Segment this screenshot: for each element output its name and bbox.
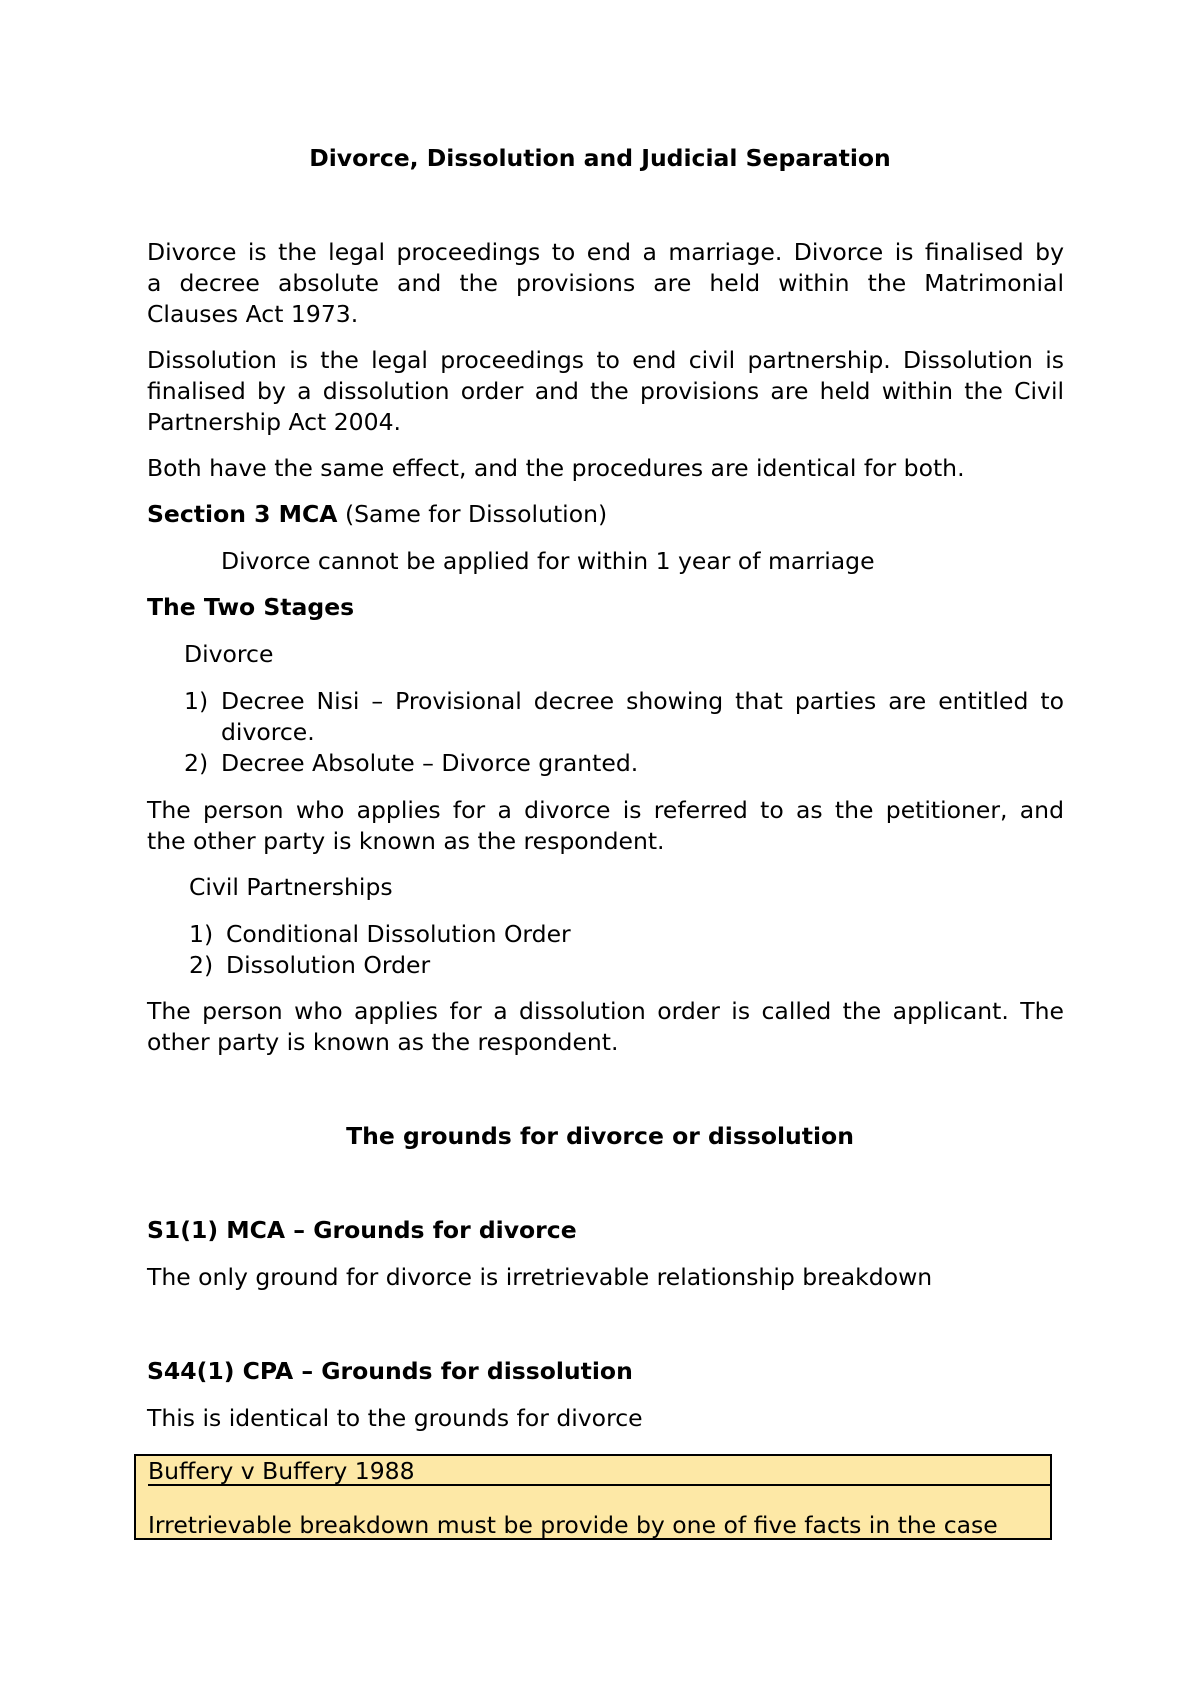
list-item-text: Conditional Dissolution Order bbox=[226, 920, 571, 948]
list-number: 2) bbox=[189, 951, 214, 979]
section3-heading bbox=[147, 499, 1064, 530]
petitioner-line2: the other party is known as the respondent. bbox=[147, 827, 665, 855]
section3-heading-rest: (Same for Dissolution) bbox=[337, 500, 608, 528]
civil-item-1 bbox=[189, 919, 1106, 950]
divorce-item-1-cont: divorce. bbox=[221, 718, 315, 746]
page-title: Divorce, Dissolution and Judicial Separation bbox=[309, 144, 891, 172]
list-number: 2) bbox=[184, 749, 209, 777]
list-item-text: Dissolution Order bbox=[226, 951, 431, 979]
list-number: 1) bbox=[189, 920, 214, 948]
grounds-heading: The grounds for divorce or dissolution bbox=[346, 1122, 854, 1150]
list-item-text: Decree Nisi – Provisional decree showing that parties are entitled to bbox=[221, 687, 1064, 715]
s1-text: The only ground for divorce is irretrievable relationship breakdown bbox=[147, 1263, 933, 1291]
list-number: 1) bbox=[184, 687, 209, 715]
divorce-item-2 bbox=[184, 748, 1101, 779]
applicant-line1: The person who applies for a dissolution order is called the applicant. The bbox=[147, 997, 1064, 1025]
para2-line3: Partnership Act 2004. bbox=[147, 408, 402, 436]
two-stages-heading: The Two Stages bbox=[147, 593, 355, 621]
civil-label: Civil Partnerships bbox=[189, 873, 393, 901]
section3-text: Divorce cannot be applied for within 1 year of marriage bbox=[221, 547, 875, 575]
para2-line1: Dissolution is the legal proceedings to end civil partnership. Dissolution is bbox=[147, 346, 1064, 374]
divorce-label: Divorce bbox=[184, 640, 274, 668]
case-title: Buffery v Buffery 1988 bbox=[148, 1456, 1050, 1486]
civil-item-2 bbox=[189, 950, 1106, 981]
section3-heading-bold: Section 3 MCA bbox=[147, 500, 338, 528]
para1-line3: Clauses Act 1973. bbox=[147, 300, 359, 328]
para1-line2: a decree absolute and the provisions are held within the Matrimonial bbox=[147, 269, 1064, 297]
s44-text: This is identical to the grounds for divorce bbox=[147, 1404, 643, 1432]
para2-line2: finalised by a dissolution order and the provisions are held within the Civil bbox=[147, 377, 1064, 405]
petitioner-line1: The person who applies for a divorce is referred to as the petitioner, and bbox=[147, 796, 1064, 824]
case-box bbox=[134, 1454, 1052, 1540]
divorce-item-1 bbox=[184, 686, 1064, 717]
s1-heading: S1(1) MCA – Grounds for divorce bbox=[147, 1216, 577, 1244]
applicant-line2: other party is known as the respondent. bbox=[147, 1028, 619, 1056]
s44-heading: S44(1) CPA – Grounds for dissolution bbox=[147, 1357, 633, 1385]
list-item-text: Decree Absolute – Divorce granted. bbox=[221, 749, 639, 777]
case-text: Irretrievable breakdown must be provide by one of five facts in the case bbox=[148, 1511, 998, 1539]
para3: Both have the same effect, and the procedures are identical for both. bbox=[147, 454, 965, 482]
para1-line1: Divorce is the legal proceedings to end a marriage. Divorce is finalised by bbox=[147, 238, 1064, 266]
